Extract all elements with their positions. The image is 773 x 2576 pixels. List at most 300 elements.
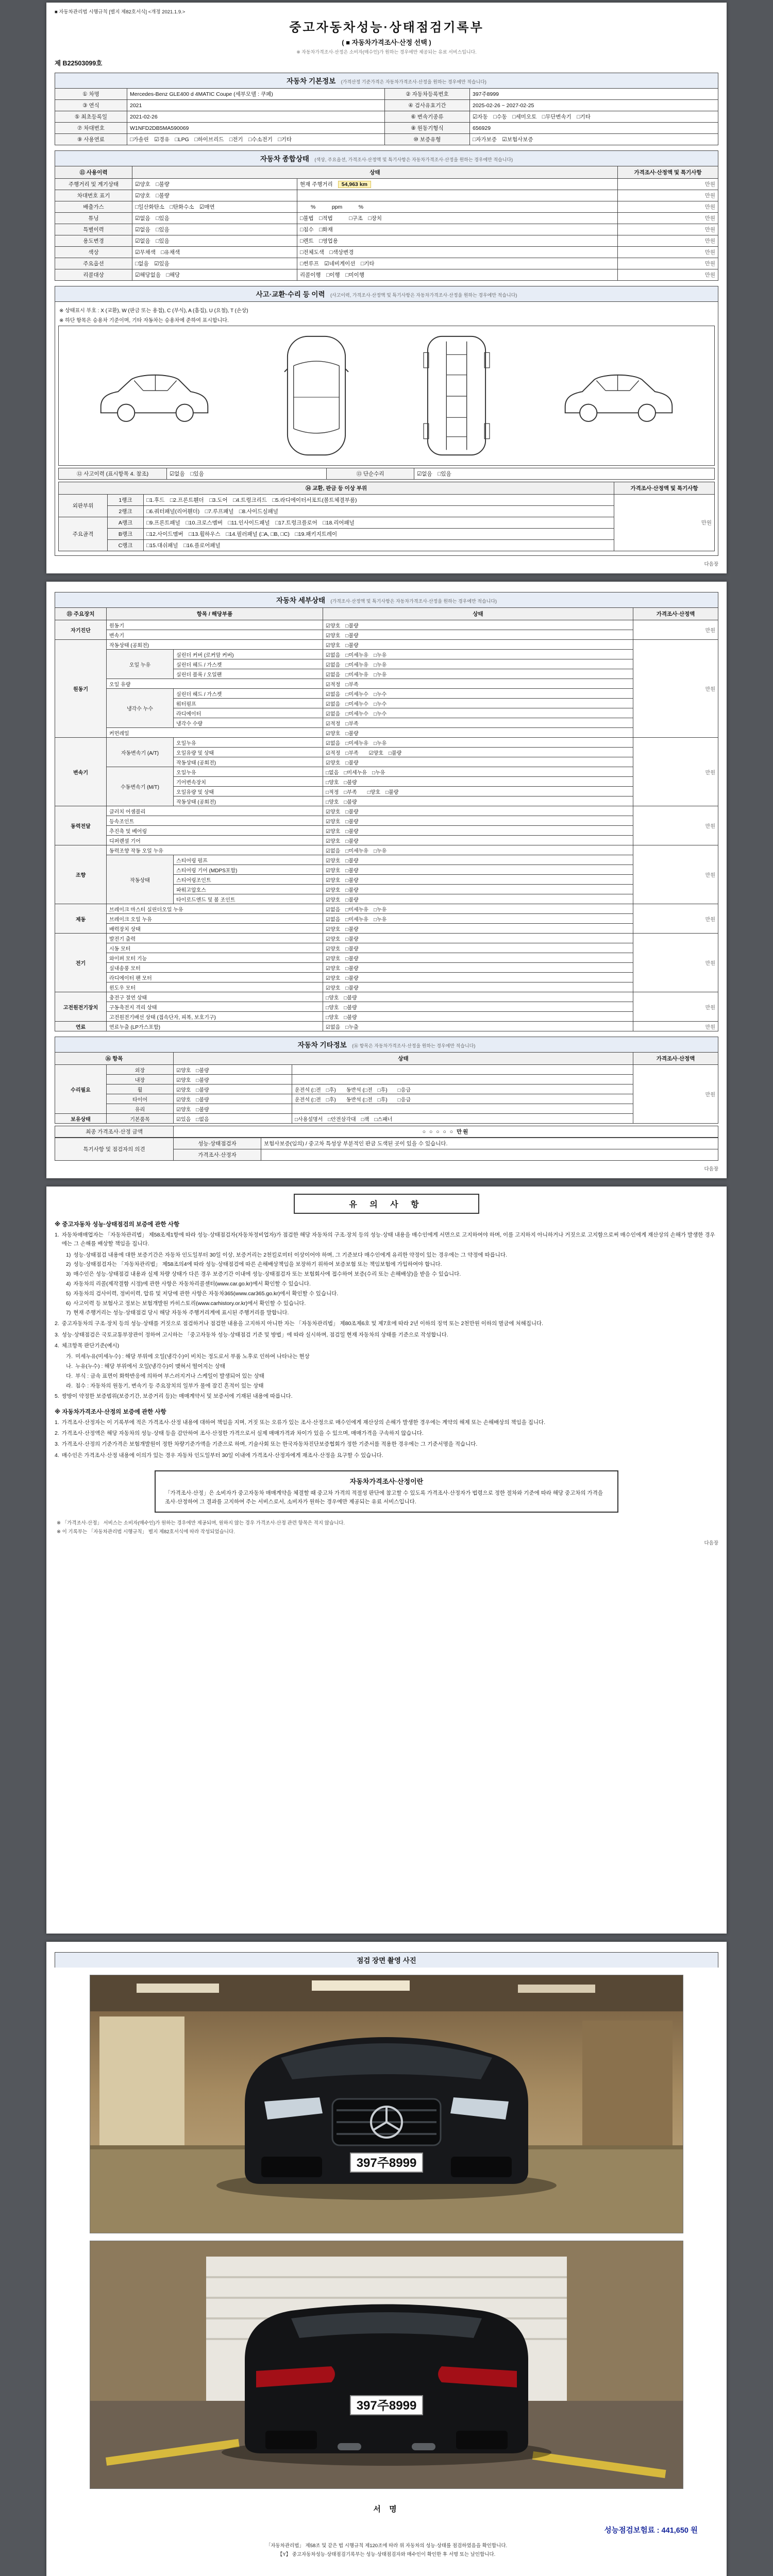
rank-category: 주요골격 (59, 517, 108, 551)
part-name: 파워고압호스 (174, 885, 323, 894)
notes-item-text: 가격조사·산정의 기준가격은 보험개발원이 정한 차량기준가액을 기준으로 하며, 기술사회 또는 한국자동차진단보증협회가 정한 기준서를 적용한 경우에는 그 기준서명을 적습니다. (61, 1441, 478, 1448)
car-side-left-diagram (94, 364, 215, 427)
part-name: 클러치 어셈블리 (107, 806, 323, 816)
part-name: 실내송풍 모터 (107, 963, 323, 973)
part-status: ☑양호 □불량 (323, 630, 633, 640)
car-diagrams (58, 326, 715, 466)
detail-row (55, 904, 718, 914)
basic-row (55, 100, 718, 111)
part-status: ☑없음 □미세누수 □누수 (323, 708, 633, 718)
overall-item: 색상 (55, 247, 132, 258)
overall-row (55, 258, 718, 269)
page-title: 중고자동차성능·상태점검기록부 (289, 21, 484, 35)
part-name: 냉각수 수량 (174, 718, 323, 728)
rank-items: □15.대쉬패널 □16.플로어패널 (144, 540, 614, 551)
part-status: □양호 □불량 (323, 796, 633, 806)
detail-col-price: 가격조사·산정액 (633, 608, 718, 620)
price-cell: 만원 (633, 640, 718, 738)
doc-number: 제 B22503099호 (55, 60, 103, 67)
etc-col-group: ⑯ 항목 (55, 1053, 174, 1065)
part-status: ☑양호 □불량 (323, 855, 633, 865)
overall-header-row (55, 166, 718, 179)
detail-row (55, 1022, 718, 1031)
price-cell: 만원 (618, 247, 718, 258)
part-group: 오일 누유 (107, 650, 174, 679)
detail-row (55, 806, 718, 816)
final-price-amount: ○ ○ ○ ○ ○ 만원 (174, 1126, 718, 1138)
signature-title: 서 명 (373, 2505, 400, 2514)
price-cell: 만원 (618, 201, 718, 213)
rear-plate-text: 397주8999 (356, 2399, 417, 2413)
overall-note-text: □렌트 □영업용 (300, 238, 338, 244)
part-status: ☑없음 □미세누수 □누수 (323, 689, 633, 699)
basic-value: □가솔린 ☑경유 □LPG □하이브리드 □전기 □수소전기 □기타 (127, 134, 385, 145)
basic-value: 2021-02-26 (127, 111, 385, 123)
price-definition-box (155, 1470, 618, 1513)
etc-note: 운전석 (□전 □후) 동반석 (□전 □후) □응급 (292, 1094, 633, 1104)
price-cell: 만원 (633, 1065, 718, 1124)
part-status: ☑양호 □불량 (323, 963, 633, 973)
detail-row (55, 855, 718, 865)
part-status: ☑적정 □부족 (323, 679, 633, 689)
next-page-label: 다음장 (704, 1540, 718, 1546)
basic-section-subtitle: (가격산정 기준가격은 자동차가격조사·산정을 원하는 경우에만 적습니다) (341, 79, 486, 84)
detail-row (55, 963, 718, 973)
overall-note (297, 190, 618, 201)
device-name: 동력전달 (55, 806, 107, 845)
page-1 (46, 3, 727, 573)
detail-section-header (55, 592, 718, 607)
accident-section-subtitle: (사고이력, 가격조사·산정액 및 특기사항은 자동차가격조사·산정을 원하는 경우에만 적습니다) (330, 293, 517, 298)
etc-group: 수리필요 (55, 1065, 107, 1114)
part-status: □없음 □미세누유 □누유 (323, 767, 633, 777)
part-status: □양호 □불량 (323, 1002, 633, 1012)
basic-row (55, 111, 718, 123)
notes-subitem-text: 사고이력 등 보험사고 정보는 보험개발원 카히스토리(www.carhistory.or.kr)에서 확인할 수 있습니다. (73, 1300, 306, 1307)
overall-item: 주행거리 및 계기상태 (55, 179, 132, 190)
notes-item-no: 4. (55, 1342, 59, 1349)
etc-note (292, 1065, 633, 1075)
price-cell: 만원 (633, 904, 718, 934)
part-status: ☑없음 □미세누유 □누유 (323, 914, 633, 924)
part-status: ☑양호 □불량 (323, 620, 633, 630)
page-3 (46, 1187, 727, 1934)
photos-section-title: 점검 장면 촬영 사진 (357, 1957, 416, 1964)
part-status: ☑양호 □불량 (323, 875, 633, 885)
etc-table-body (55, 1065, 718, 1124)
basic-label: ⑨ 사용연료 (55, 134, 127, 145)
simple-repair-value: ☑없음 □있음 (414, 468, 715, 480)
part-name: 작동상태 (공회전) (107, 640, 323, 650)
notes-item-text: 가격조사·산정액은 해당 자동차의 성능·상태 등을 감안하여 조사·산정한 가격으로서 실제 매매가격과 차이가 있을 수 있으며, 매매가격을 구속하지 않습니다. (61, 1430, 424, 1436)
car-top-body-diagram (278, 332, 355, 459)
part-status: ☑양호 □불량 (323, 885, 633, 894)
accident-price-header: 가격조사·산정액 및 특기사항 (614, 482, 715, 495)
part-name: 오일유량 및 상태 (174, 748, 323, 757)
detail-row (55, 679, 718, 689)
notes-item-text: 매수인은 가격조사·산정 내용에 이의가 있는 경우 자동차 인도일부터 30일 이내에 가격조사·산정자에게 재조사·산정을 요구할 수 있습니다. (61, 1452, 383, 1459)
rank-label: B랭크 (108, 529, 144, 540)
basic-label: ⑤ 최초등록일 (55, 111, 127, 123)
detail-row (55, 934, 718, 943)
part-name: 디퍼렌셜 기어 (107, 836, 323, 845)
overall-row (55, 190, 718, 201)
notes-subitem (66, 1299, 718, 1308)
overall-col-item: ⑪ 사용이력 (55, 166, 132, 179)
overall-note-text: □불법 □적법 □구조 □장치 (300, 215, 382, 222)
notes-subitem-no: 3) (66, 1271, 71, 1278)
appraiser-comment (261, 1149, 718, 1161)
basic-value: 656929 (470, 123, 718, 134)
detail-row (55, 816, 718, 826)
notes-subitem (66, 1290, 718, 1298)
overall-note (297, 269, 618, 281)
part-name: 스티어링 기어 (MDPS포함) (174, 865, 323, 875)
accident-section-body (55, 301, 718, 556)
device-name: 연료 (55, 1022, 107, 1031)
overall-status: ☑양호 □불량 (132, 190, 297, 201)
basic-section-title: 자동차 기본정보 (287, 77, 336, 85)
detail-header-row (55, 608, 718, 620)
etc-note: □사용설명서 □안전삼각대 □잭 □스패너 (292, 1114, 633, 1124)
part-group: 자동변속기 (A/T) (107, 738, 174, 767)
notes-subitem (66, 1270, 718, 1279)
overall-item: 차대번호 표기 (55, 190, 132, 201)
notes-subitem-text: 매수인은 성능·상태점검 내용과 실제 차량 상태가 다른 경우 보증기간 이내에 성능·상태점검자 또는 보험회사에 접수하여 보증(수리 또는 손해배상)을 받을 수 있습니다. (73, 1271, 461, 1278)
notes-subitem-text: 부식 : 금속 표면이 화학반응에 의하여 부스러지거나 스케일이 발생되어 있는 상태 (75, 1372, 264, 1379)
overall-note (297, 201, 618, 213)
signature-note-2: 【Y】 중고자동차성능·상태점검기록부는 성능·상태점검자와 매수인이 확인한 후 서명 또는 날인합니다. (277, 2552, 496, 2557)
part-status: ☑양호 □불량 (323, 982, 633, 992)
part-name: 실린더 헤드 / 가스켓 (174, 689, 323, 699)
overall-section-title: 자동차 종합상태 (260, 155, 309, 163)
part-status: ☑양호 □불량 (323, 826, 633, 836)
simple-repair-label: ⑬ 단순수리 (327, 468, 414, 480)
notes-footnote-1: ※ 「가격조사·산정」 서비스는 소비자(매수인)가 원하는 경우에만 제공되며, 원하지 않는 경우 가격조사·산정 관련 항목은 적지 않습니다. (57, 1520, 345, 1526)
price-cell: 만원 (618, 213, 718, 224)
overall-note (297, 258, 618, 269)
overall-note-text: 리콜이행 □이행 □미이행 (300, 272, 364, 278)
detail-col-device: ⑮ 주요장치 (55, 608, 107, 620)
notes-item-text: 쌍방이 약정한 보증범위(보증기간, 보증거리 등)는 매매계약서 및 보증서에 기재된 내용에 따릅니다. (61, 1393, 293, 1400)
part-group: 냉각수 누수 (107, 689, 174, 728)
price-cell: 만원 (633, 738, 718, 806)
overall-row (55, 201, 718, 213)
notes-item (55, 1342, 718, 1350)
price-cell: 만원 (614, 495, 715, 551)
device-name: 전기 (55, 934, 107, 992)
price-cell: 만원 (618, 269, 718, 281)
insurance-fee-label: 성능점검보험료 : (604, 2527, 660, 2535)
detail-row (55, 943, 718, 953)
overall-status: ☑해당없음 □해당 (132, 269, 297, 281)
notes-item (55, 1429, 718, 1438)
notes-item-text: 중고자동차의 구조·장치 등의 성능·상태를 거짓으로 점검하거나 점검한 내용을 고지하지 아니한 자는 「자동차관리법」 제80조제6호 및 제7호에 따라 2년 이하의 징역 또는 2천만원 이하의 벌금에 처해집니다. (61, 1320, 544, 1327)
part-name: 실린더 헤드 / 가스켓 (174, 659, 323, 669)
part-name: 오일 유량 (107, 679, 323, 689)
etc-col-status: 상태 (174, 1053, 633, 1065)
rank-category: 외판부위 (59, 495, 108, 517)
part-name: 작동상태 (공회전) (174, 796, 323, 806)
etc-note (292, 1075, 633, 1084)
etc-note (292, 1104, 633, 1114)
part-status: ☑양호 □불량 (323, 728, 633, 738)
price-cell: 만원 (618, 258, 718, 269)
accident-history-row (59, 468, 715, 480)
part-name: 브레이크 오일 누유 (107, 914, 323, 924)
opinion-table (55, 1138, 718, 1161)
detail-col-item: 항목 / 해당부품 (107, 608, 323, 620)
notes-subitem-text: 자동차의 검사이력, 정비이력, 압류 및 저당에 관한 사항은 자동차365(www.car365.go.kr)에서 확인할 수 있습니다. (73, 1290, 339, 1297)
detail-row (55, 845, 718, 855)
notes-subitem-no: 나. (66, 1363, 73, 1369)
insurance-fee-line (75, 2524, 698, 2535)
part-name: 원동기 (107, 620, 323, 630)
notes-item (55, 1451, 718, 1460)
notes-item (55, 1231, 718, 1249)
overall-item: 배출가스 (55, 201, 132, 213)
part-name: 라디에이터 팬 모터 (107, 973, 323, 982)
part-name: 실린더 커버 (로커암 커버) (174, 650, 323, 659)
overall-row (55, 213, 718, 224)
part-status: □양호 □불량 (323, 1012, 633, 1022)
diagram-note-legend: ※ 하단 항목은 승용차 기준이며, 기타 자동차는 승용차에 준하여 표시합니다. (59, 318, 229, 324)
basic-section-header (55, 73, 718, 88)
part-status: ☑양호 □불량 (323, 953, 633, 963)
price-cell: 만원 (633, 934, 718, 992)
notes-item (55, 1392, 718, 1401)
overall-note (297, 247, 618, 258)
overall-table (55, 166, 718, 281)
rank-items: □6.쿼터패널(리어휀더) □7.루프패널 □8.사이드실패널 (144, 506, 614, 517)
accident-parts-header (59, 482, 715, 495)
detail-row (55, 973, 718, 982)
notes-item-no: 1. (55, 1232, 59, 1238)
notes-section-heading: ※ 중고자동차 성능·상태점검의 보증에 관한 사항 (55, 1222, 180, 1228)
price-definition-title: 자동차가격조사·산정이란 (349, 1477, 424, 1485)
price-definition-text: 「가격조사·산정」은 소비자가 중고자동차 매매계약을 체결할 때 중고차 가격의 적절성 판단에 참고할 수 있도록 가격조사·산정자가 법령으로 정한 절차와 기준에 따라 해당 중고차의 가격을 조사·산정하여 그 결과를 고지하여 주는 서비스로서, 소비자가 원하는 경우에만 제공되는 유료 서비스입니다. (165, 1489, 603, 1505)
rank-items: □12.사이드멤버 □13.휠하우스 □14.필러패널 (□A, □B, □C) □19.패키지트레이 (144, 529, 614, 540)
detail-row (55, 826, 718, 836)
detail-col-status: 상태 (323, 608, 633, 620)
part-status: ☑없음 □미세누유 □누유 (323, 659, 633, 669)
detail-row (55, 689, 718, 699)
etc-row (55, 1104, 718, 1114)
notes-section-heading: ※ 자동차가격조사·산정의 보증에 관한 사항 (55, 1409, 166, 1415)
notes-subitem-no: 6) (66, 1300, 71, 1307)
etc-section-header (55, 1037, 718, 1052)
price-cell: 만원 (633, 620, 718, 640)
part-status: □양호 □불량 (323, 992, 633, 1002)
notes-footnote-2: ※ 이 기록부는 「자동차관리법 시행규칙」 별지 제82호서식에 따라 작성되었습니다. (57, 1529, 235, 1535)
etc-part: 외장 (107, 1065, 174, 1075)
part-name: 고전원전기배선 상태 (접속단자, 피복, 보호기구) (107, 1012, 323, 1022)
etc-part: 내장 (107, 1075, 174, 1084)
basic-label: ① 차명 (55, 89, 127, 100)
notes-item-text: 자동차매매업자는 「자동차관리법」 제58조제1항에 따라 성능·상태점검자(자동차정비업자)가 점검한 해당 자동차의 구조·장치 등의 성능·상태 내용을 매수인에게 서면으로 고지하여야 하며, 이를 고지하지 아니하거나 거짓으로 고지함으로써 매수인에게 재산상의 손해가 발생한 경우에는 그 손해를 배상할 책임을 집니다. (61, 1232, 715, 1247)
notes-item-text: 체크항목 판단기준(예시) (61, 1342, 120, 1349)
notes-subitem (66, 1372, 718, 1381)
detail-table-body (55, 620, 718, 1031)
next-page-label: 다음장 (704, 562, 718, 567)
overall-row (55, 247, 718, 258)
part-name: 브레이크 마스터 실린더오일 누유 (107, 904, 323, 914)
part-group: 작동상태 (107, 855, 174, 904)
notes-item-no: 2. (55, 1430, 59, 1436)
part-status: ☑없음 □미세누수 □누수 (323, 699, 633, 708)
part-name: 변속기 (107, 630, 323, 640)
opinion-row-1 (55, 1138, 718, 1149)
etc-row (55, 1075, 718, 1084)
overall-note-text: □전체도색 □색상변경 (300, 249, 354, 256)
notes-subitem-text: 침수 : 자동차의 원동기, 변속기 등 주요장치의 일부가 물에 잠긴 흔적이 있는 상태 (75, 1382, 264, 1389)
etc-row (55, 1065, 718, 1075)
overall-item: 리콜대상 (55, 269, 132, 281)
overall-item: 튜닝 (55, 213, 132, 224)
detail-row (55, 650, 718, 659)
rank-row (59, 495, 715, 506)
overall-note (297, 179, 618, 190)
part-name: 등속조인트 (107, 816, 323, 826)
overall-status: □일산화탄소 □탄화수소 ☑매연 (132, 201, 297, 213)
device-name: 고전원전기장치 (55, 992, 107, 1022)
part-name: 라디에이터 (174, 708, 323, 718)
inspection-photo-front (90, 1975, 683, 2233)
rank-label: A랭크 (108, 517, 144, 529)
part-status: ☑양호 □불량 (323, 943, 633, 953)
etc-row (55, 1094, 718, 1104)
device-name: 제동 (55, 904, 107, 934)
detail-row (55, 640, 718, 650)
status-code-legend: ※ 상태표시 부호 : X (교환), W (판금 또는 용접), C (부식), A (흠집), U (요철), T (손상) (59, 308, 248, 314)
notes-subitem-text: 자동차의 리콜(제작결함 시정)에 관한 사항은 자동차리콜센터(www.car.go.kr)에서 확인할 수 있습니다. (73, 1281, 311, 1287)
device-name: 변속기 (55, 738, 107, 806)
etc-status: ☑양호 □불량 (174, 1104, 292, 1114)
detail-row (55, 836, 718, 845)
price-cell: 만원 (633, 845, 718, 904)
etc-status: ☑양호 □불량 (174, 1075, 292, 1084)
part-status: ☑양호 □불량 (323, 640, 633, 650)
part-group: 수동변속기 (M/T) (107, 767, 174, 806)
final-price-label: 최종 가격조사·산정 금액 (55, 1126, 174, 1138)
basic-label: ⑧ 원동기형식 (385, 123, 470, 134)
overall-row (55, 269, 718, 281)
device-name: 원동기 (55, 640, 107, 738)
rank-label: 2랭크 (108, 506, 144, 517)
detail-table (55, 607, 718, 1031)
part-status: ☑없음 □미세누유 □누유 (323, 669, 633, 679)
etc-row (55, 1084, 718, 1094)
basic-label: ④ 검사유효기간 (385, 100, 470, 111)
overall-note-text: % ppm % (300, 204, 364, 210)
notes-item-text: 성능·상태점검은 국토교통부장관이 정하여 고시하는 「중고자동차 성능·상태점검 기준 및 방법」에 따라 실시하며, 점검일 현재 자동차의 상태를 기준으로 작성합니다. (61, 1331, 448, 1338)
basic-label: ⑥ 변속기종류 (385, 111, 470, 123)
etc-part: 타이어 (107, 1094, 174, 1104)
etc-status: ☑양호 □불량 (174, 1094, 292, 1104)
notes-subitem (66, 1260, 718, 1269)
rear-photo-svg (90, 2241, 683, 2488)
notes-subitem-no: 4) (66, 1281, 71, 1287)
basic-info-table (55, 88, 718, 145)
notes-subitem (66, 1382, 718, 1391)
part-status: ☑양호 □불량 (323, 894, 633, 904)
price-cell: 만원 (633, 806, 718, 845)
basic-value: 397주8999 (470, 89, 718, 100)
accident-parts-label: ⑭ 교환, 판금 등 이상 부위 (59, 482, 614, 495)
basic-row (55, 89, 718, 100)
detail-row (55, 1002, 718, 1012)
overall-note (297, 235, 618, 247)
part-status: ☑없음 □미세누유 □누유 (323, 650, 633, 659)
part-status: ☑양호 □불량 (323, 973, 633, 982)
part-status: ☑적정 □부족 ☑양호 □불량 (323, 748, 633, 757)
etc-part: 기본품목 (107, 1114, 174, 1124)
basic-value: W1NFD2DB5MA590069 (127, 123, 385, 134)
overall-col-status: 상태 (132, 166, 618, 179)
etc-part: 유리 (107, 1104, 174, 1114)
overall-row (55, 224, 718, 235)
insurance-fee-value: 441,650 원 (661, 2527, 698, 2535)
basic-value: □자가보증 ☑보험사보증 (470, 134, 718, 145)
signature-note-1: 「자동차관리법」 제58조 및 같은 법 시행규칙 제120조에 따라 위 자동차의 성능·상태를 점검하였음을 확인합니다. (265, 2543, 508, 2549)
overall-section-header (55, 150, 718, 166)
overall-item: 주요옵션 (55, 258, 132, 269)
part-name: 발전기 출력 (107, 934, 323, 943)
overall-row (55, 235, 718, 247)
price-cell: 만원 (618, 235, 718, 247)
part-status: □적정 □부족 □양호 □불량 (323, 787, 633, 796)
detail-row (55, 953, 718, 963)
rank-label: 1랭크 (108, 495, 144, 506)
price-cell: 만원 (618, 190, 718, 201)
detail-row (55, 630, 718, 640)
etc-section-subtitle: (⑯ 항목은 자동차가격조사·산정을 원하는 경우에만 적습니다) (352, 1043, 476, 1048)
basic-label: ⑩ 보증유형 (385, 134, 470, 145)
detail-row (55, 924, 718, 934)
accident-section-title: 사고·교환·수리 등 이력 (256, 291, 325, 298)
photos-section-header (55, 1952, 718, 1968)
notes-subitem-no: 2) (66, 1261, 71, 1268)
part-status: ☑양호 □불량 (323, 816, 633, 826)
detail-row (55, 982, 718, 992)
notes-subitem (66, 1352, 718, 1361)
part-status: ☑양호 □불량 (323, 757, 633, 767)
part-status: ☑양호 □불량 (323, 865, 633, 875)
detail-row (55, 728, 718, 738)
notes-item (55, 1331, 718, 1340)
notes-subitem (66, 1280, 718, 1289)
front-plate-text: 397주8999 (356, 2156, 417, 2170)
detail-row (55, 1012, 718, 1022)
price-cell: 만원 (633, 992, 718, 1022)
notes-subitem-no: 라. (66, 1382, 73, 1389)
price-select-title: ( ■ 자동차가격조사·산정 선택 ) (342, 39, 431, 46)
opinion-label: 특기사항 및 점검자의 의견 (55, 1138, 174, 1161)
price-cell: 만원 (618, 179, 718, 190)
part-name: 타이로드엔드 및 볼 조인트 (174, 894, 323, 904)
notes-subitem-text: 미세누유(미세누수) : 해당 부위에 오일(냉각수)이 비치는 정도로서 부품 노후로 인하여 나타나는 현상 (75, 1353, 310, 1360)
front-photo-svg (90, 1975, 683, 2233)
part-name: 충전구 절연 상태 (107, 992, 323, 1002)
etc-status: ☑양호 □불량 (174, 1065, 292, 1075)
notes-subitem-text: 현재 주행거리는 성능·상태점검 당시 해당 자동차 주행거리계에 표시된 주행거리를 말합니다. (73, 1310, 289, 1316)
notes-subitem (66, 1362, 718, 1371)
final-price-table (55, 1126, 718, 1138)
detail-row (55, 992, 718, 1002)
notes-subitem-no: 1) (66, 1251, 71, 1258)
overall-row (55, 179, 718, 190)
etc-note: 운전석 (□전 □후) 동반석 (□전 □후) □응급 (292, 1084, 633, 1094)
